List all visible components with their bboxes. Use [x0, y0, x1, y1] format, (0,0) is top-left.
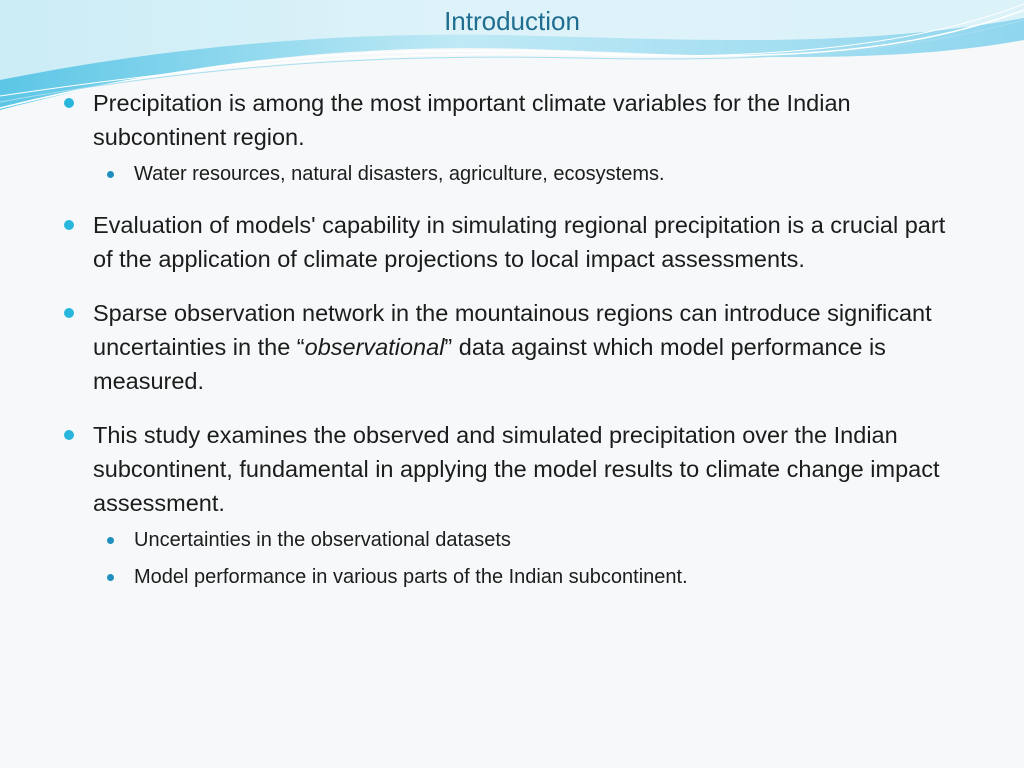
bullet-text-part: Sparse observation network in the mountainous regions can introduce significant uncertainties in the “: [93, 300, 932, 360]
sub-bullet-dot-icon: [107, 171, 114, 178]
sub-bullet-text: Model performance in various parts of the Indian subcontinent.: [134, 566, 688, 588]
bullet-item: [62, 418, 967, 520]
sub-bullet-item: [62, 526, 967, 554]
bullet-dot-icon: [64, 98, 74, 108]
bullet-dot-icon: [64, 308, 74, 318]
bullet-text: Evaluation of models' capability in simulating regional precipitation is a crucial part of the application of climate projections to local impact assessments.: [93, 212, 946, 272]
sub-bullet-text: Water resources, natural disasters, agriculture, ecosystems.: [134, 163, 665, 185]
sub-bullet-item: [62, 160, 967, 188]
bullet-item: [62, 86, 967, 154]
slide-title: Introduction: [444, 6, 580, 36]
bullet-text: Precipitation is among the most important climate variables for the Indian subcontinent region.: [93, 90, 851, 150]
bullet-text-italic: observational: [304, 334, 445, 360]
bullet-text-part: ” data against which model performance is measured.: [93, 334, 886, 394]
sub-bullet-item: [62, 563, 967, 591]
bullet-list: [62, 86, 967, 611]
bullet-group-4: [62, 418, 967, 591]
sub-bullet-text: Uncertainties in the observational datasets: [134, 529, 511, 551]
bullet-item: [62, 296, 967, 398]
bullet-dot-icon: [64, 220, 74, 230]
bullet-dot-icon: [64, 430, 74, 440]
bullet-group-1: [62, 86, 967, 188]
bullet-text: This study examines the observed and simulated precipitation over the Indian subcontinent, fundamental in applying the model results to climate change impact assessment.: [93, 422, 940, 516]
sub-bullet-dot-icon: [107, 537, 114, 544]
sub-bullet-dot-icon: [107, 574, 114, 581]
bullet-item: [62, 208, 967, 276]
